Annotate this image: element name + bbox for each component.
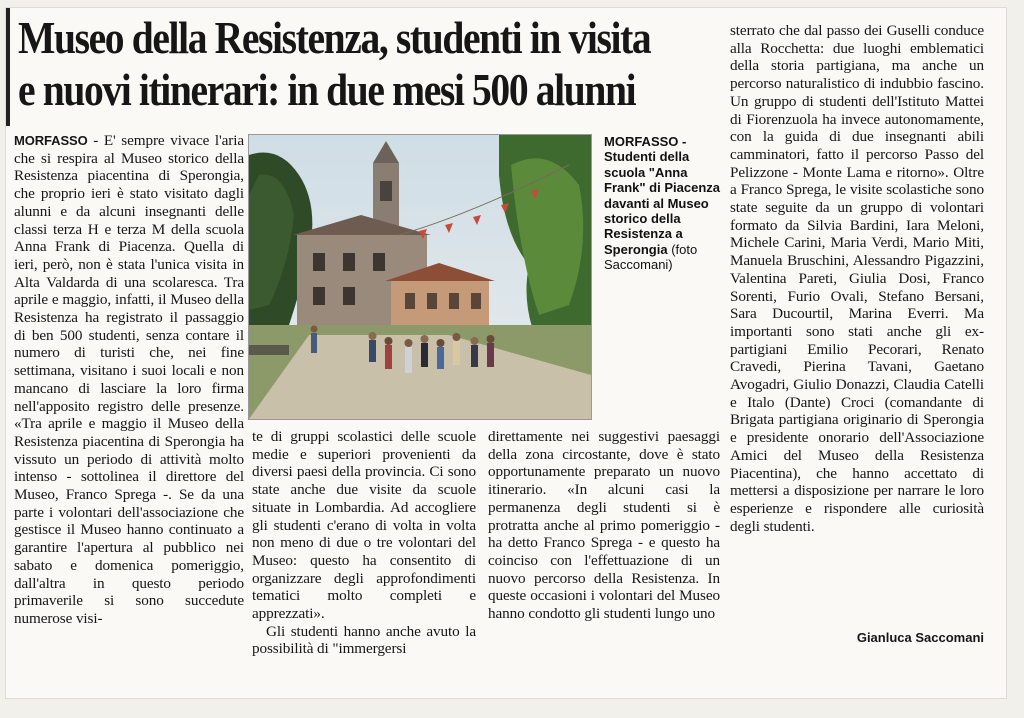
article-column-right	[730, 22, 984, 535]
column-right-text: sterrato che dal passo dei Guselli conduce alla Rocchetta: due luoghi emblematici della storia partigiana, ma anche un percorso naturalistico di indubbio fascino. Un gruppo di studenti dell'Istituto Mattei di Fiorenzuola ha invece autonomamente, con la guida di due insegnanti abili camminatori, fatto il percorso Passo del Pelizzone - Monte Lama e ritorno». Oltre a Franco Sprega, le visite scolastiche sono state seguite da un gruppo di volontari formato da Silvia Bardini, Iara Meloni, Michele Carini, Maria Verdi, Mario Miti, Manuela Bruschini, Alessandro Pigazzini, Valentina Pareti, Giulia Dosi, Franco Sorenti, Furio Ovali, Stefano Bersani, Sara Ducourtil, Marina Everri. Ma importanti sono stati anche gli ex-partigiani Emilio Pecorari, Renato Cravedi, Pierina Tavani, Gaetano Avogadri, Giulio Donazzi, Claudia Catelli e Italo (Dante) Croci (comandante di Brigata partigiana originario di Sperongia e presidente onorario dell'Associazione Amici del Museo della Resistenza Piacentina), che hanno accettato di mettersi a disposizione per narrare le loro esperienze e rispondere alle curiosità degli studenti.	[730, 22, 984, 535]
article-column-2	[252, 428, 476, 658]
caption-place: MORFASSO -	[604, 134, 687, 149]
photo-museum-students	[249, 135, 591, 419]
caption-text: Studenti della scuola "Anna Frank" di Piacenza davanti al Museo storico della Resistenza a Sperongia	[604, 149, 720, 257]
headline-line-1: Museo della Resistenza, studenti in visita	[18, 12, 651, 63]
article-column-3	[488, 428, 720, 623]
author-signature: Gianluca Saccomani	[856, 630, 984, 645]
photo-caption	[604, 134, 724, 273]
column-3-text: direttamente nei suggestivi paesaggi della zona circostante, dove è stato opportunamente preparato un nuovo itinerario. «In alcuni casi la permanenza degli studenti si è protratta anche al primo pomeriggio - ha detto Franco Sprega - e questo ha coinciso con l'effettuazione di un nuovo percorso della Resistenza. In queste occasioni i volontari del Museo hanno condotto gli studenti lungo uno	[488, 428, 720, 623]
column-2-paragraph-2: Gli studenti hanno anche avuto la possibilità di "immergersi	[252, 622, 476, 658]
article-column-1	[14, 132, 244, 628]
headline-rule	[6, 8, 10, 126]
article-photo	[248, 134, 592, 420]
column-1-text: - E' sempre vivace l'aria che si respira al Museo storico della Resistenza piacentina di Sperongia, che proprio ieri è stato visitato dagli alunni e da alcuni insegnanti delle classi terza H e terza M della scuola Anna Frank di Piacenza. Quella di ieri, però, non è stata l'unica visita in Alta Valdarda di una scolaresca. Tra aprile e maggio, infatti, il Museo della Resistenza ha registrato il passaggio di ben 500 studenti, senza contare il numero di turisti che, nei fine settimana, visitano i suoi locali e non mancano di lasciare la loro firma nell'apposito registro delle presenze. «Tra aprile e maggio il Museo della Resistenza piacentina di Sperongia ha vissuto un periodo di attività molto intenso - sottolinea il direttore del Museo, Franco Sprega -. Se da una parte i volontari dell'associazione che gestisce il Museo hanno continuato a garantire l'apertura al pubblico nei sabato e domenica pomeriggio, dall'altra in questo periodo primaverile si sono succedute numerose visi-	[14, 132, 244, 627]
caption-credit: (foto Saccomani)	[604, 241, 698, 273]
headline-line-2: e nuovi itinerari: in due mesi 500 alunni	[18, 64, 636, 115]
newspaper-clipping	[6, 8, 1006, 698]
headline	[18, 12, 651, 116]
column-2-paragraph-1: te di gruppi scolastici delle scuole medie e superiori provenienti da diversi paesi della provincia. Ci sono state anche due visite da scuole situate in Lombardia. Ad accogliere gli studenti c'erano di volta in volta non meno di due o tre volontari del Museo: questo ha consentito di organizzare degli approfondimenti tematici molto completi e apprezzati».	[252, 428, 476, 623]
dateline: MORFASSO	[14, 133, 88, 148]
